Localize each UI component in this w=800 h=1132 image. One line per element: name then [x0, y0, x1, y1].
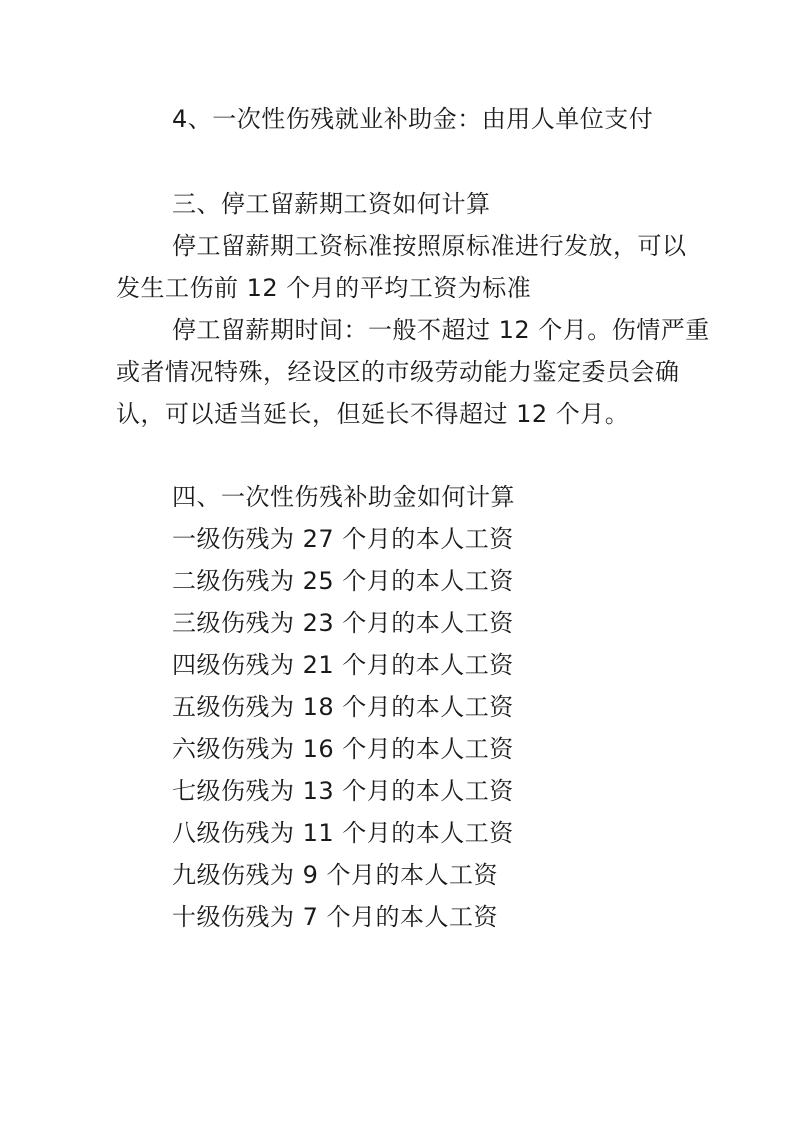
section-3-heading: 三、停工留薪期工资如何计算: [172, 190, 491, 218]
disability-grade-item: 一级伤残为 27 个月的本人工资: [172, 525, 514, 553]
section-4-heading: 四、一次性伤残补助金如何计算: [172, 483, 515, 511]
disability-grade-item: 二级伤残为 25 个月的本人工资: [172, 567, 514, 595]
disability-grade-item: 八级伤残为 11 个月的本人工资: [172, 819, 514, 847]
disability-grade-item: 九级伤残为 9 个月的本人工资: [172, 861, 499, 889]
section-3-para1-line2: 发生工伤前 12 个月的平均工资为标准: [116, 274, 532, 302]
section-3-para2-line2: 或者情况特殊，经设区的市级劳动能力鉴定委员会确: [116, 358, 680, 386]
section-3-para1-line1: 停工留薪期工资标准按照原标准进行发放，可以: [172, 232, 687, 260]
disability-grade-item: 三级伤残为 23 个月的本人工资: [172, 609, 514, 637]
disability-grade-item: 六级伤残为 16 个月的本人工资: [172, 735, 514, 763]
item-4-line: 4、一次性伤残就业补助金：由用人单位支付: [172, 105, 654, 133]
disability-grade-item: 七级伤残为 13 个月的本人工资: [172, 777, 514, 805]
section-3-para2-line3: 认，可以适当延长，但延长不得超过 12 个月。: [116, 400, 630, 428]
disability-grade-item: 四级伤残为 21 个月的本人工资: [172, 651, 514, 679]
section-3-para2-line1: 停工留薪期时间：一般不超过 12 个月。伤情严重: [172, 316, 710, 344]
disability-grade-item: 五级伤残为 18 个月的本人工资: [172, 693, 514, 721]
disability-grade-item: 十级伤残为 7 个月的本人工资: [172, 903, 499, 931]
